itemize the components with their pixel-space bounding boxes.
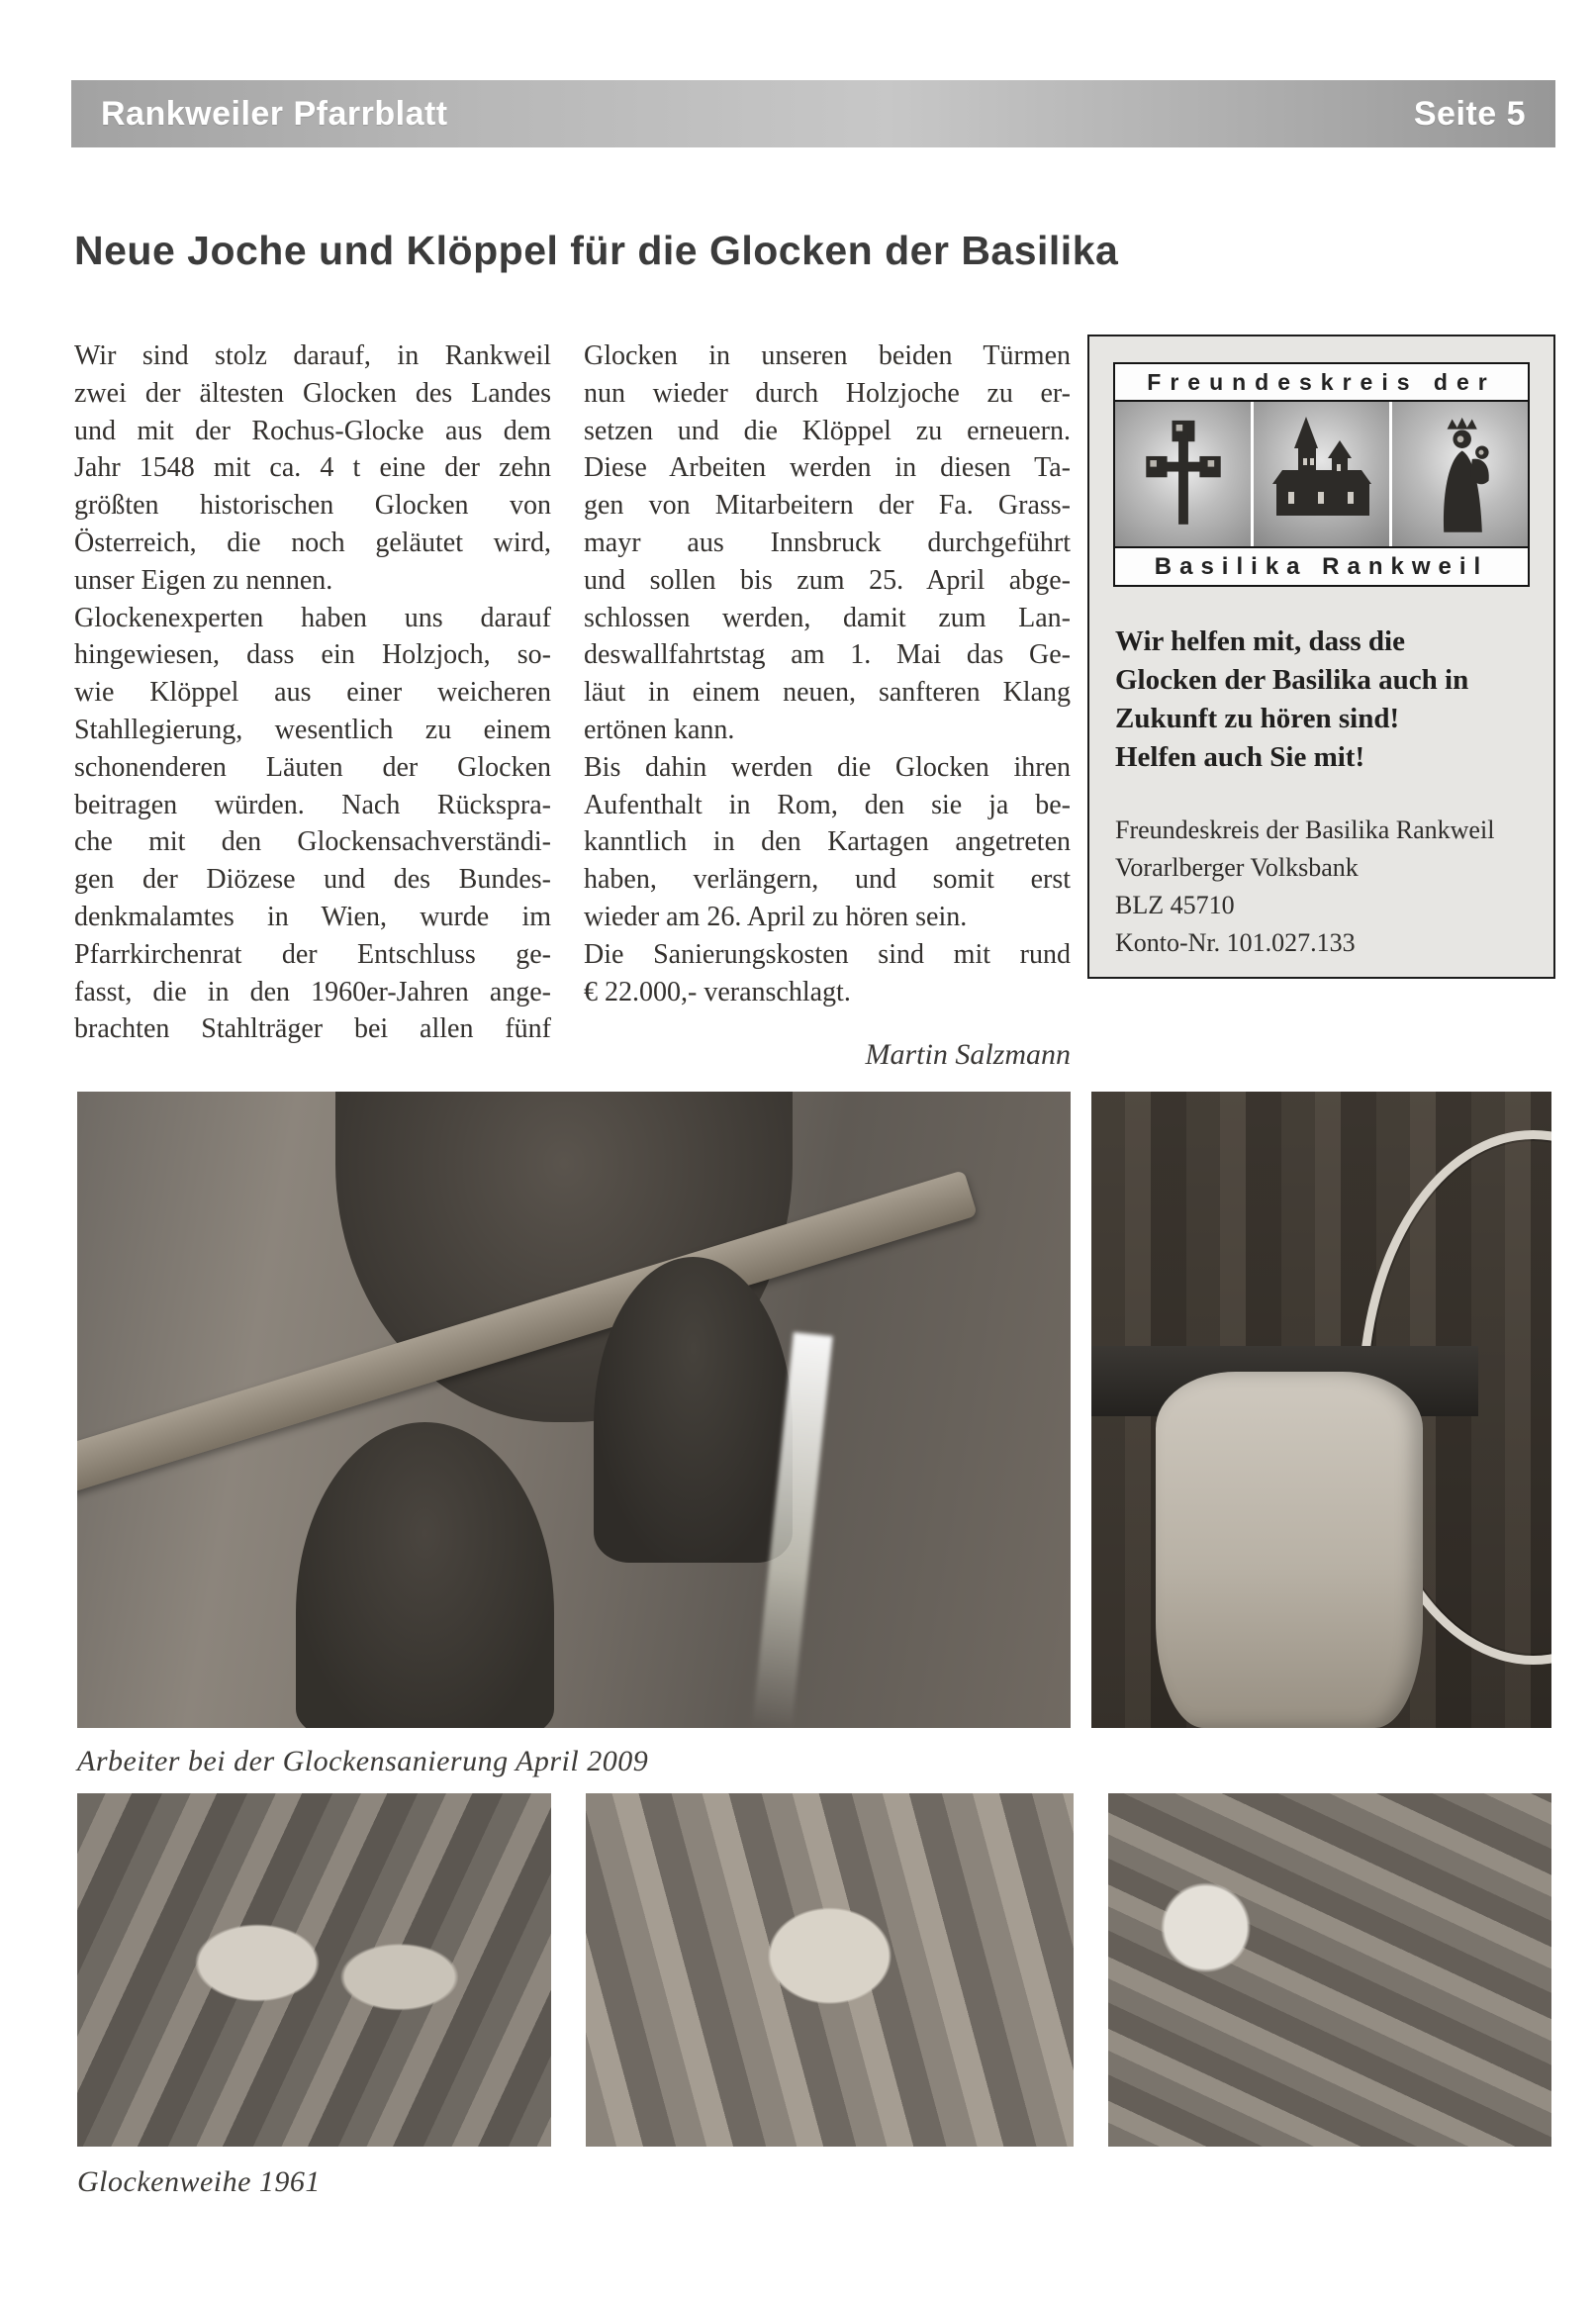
text-line: wieder am 26. April zu hören sein. bbox=[584, 901, 968, 932]
cross-glyph bbox=[1143, 415, 1224, 533]
text-line: Aufenthalt in Rom, den sie ja be- bbox=[584, 789, 1071, 820]
bank-account-holder: Freundeskreis der Basilika Rankweil bbox=[1115, 815, 1495, 844]
text-line: nun wieder durch Holzjoche zu er- bbox=[584, 377, 1071, 409]
article-column-1 bbox=[74, 337, 551, 1048]
madonna-and-child-icon bbox=[1389, 402, 1528, 546]
bell-silhouette bbox=[1156, 1372, 1423, 1728]
photo-decorated-bells-1961 bbox=[77, 1793, 551, 2147]
text-line: Glocken in unseren beiden Türmen bbox=[584, 340, 1071, 371]
basilica-icon bbox=[1251, 402, 1389, 546]
text-line: und sollen bis zum 25. April abge- bbox=[584, 564, 1071, 596]
text-line: Die Sanierungskosten sind mit rund bbox=[584, 938, 1071, 970]
text-line: Pfarrkirchenrat der Entschluss ge- bbox=[74, 938, 551, 970]
text-line: Wir sind stolz darauf, in Rankweil bbox=[74, 340, 551, 371]
worker-figure bbox=[296, 1422, 554, 1728]
donation-appeal bbox=[1115, 623, 1528, 777]
text-line: läut in einem neuen, sanfteren Klang bbox=[584, 677, 1071, 709]
text-line: Jahr 1548 mit ca. 4 t eine der zehn bbox=[74, 452, 551, 484]
page-header-bar bbox=[71, 80, 1555, 147]
text-line: che mit den Glockensachverständi- bbox=[74, 826, 551, 858]
article-column-2 bbox=[584, 337, 1071, 1074]
text-line: brachten Stahlträger bei allen fünf bbox=[74, 1013, 551, 1045]
text-line: und mit der Rochus-Glocke aus dem bbox=[74, 415, 551, 446]
text-line: Glockenexperten haben uns darauf bbox=[74, 602, 551, 633]
photo-bell-restoration-work bbox=[77, 1092, 1071, 1728]
text-line: beitragen würden. Nach Rückspra- bbox=[74, 789, 551, 820]
text-line: Bis dahin werden die Glocken ihren bbox=[584, 751, 1071, 783]
paragraph bbox=[74, 600, 551, 1049]
madonna-glyph bbox=[1419, 413, 1502, 535]
paragraph bbox=[584, 749, 1071, 936]
appeal-line: Wir helfen mit, dass die bbox=[1115, 625, 1405, 657]
photo-caption-top: Arbeiter bei der Glockensanierung April 2009 bbox=[77, 1745, 649, 1777]
text-line: unser Eigen zu nennen. bbox=[74, 564, 333, 596]
paragraph bbox=[584, 936, 1071, 1011]
photo-crowd-with-bell-1961 bbox=[586, 1793, 1074, 2147]
paragraph bbox=[584, 337, 1071, 749]
logo-text-bottom: Basilika Rankweil bbox=[1115, 546, 1528, 585]
cross-icon bbox=[1115, 402, 1251, 546]
bank-blz: BLZ 45710 bbox=[1115, 891, 1235, 919]
text-line: schlossen werden, damit zum Lan- bbox=[584, 602, 1071, 633]
text-line: Stahllegierung, wesentlich zu einem bbox=[74, 714, 551, 745]
appeal-line: Helfen auch Sie mit! bbox=[1115, 741, 1365, 773]
photo-bell-lifting-aerial-1961 bbox=[1108, 1793, 1551, 2147]
text-line: hingewiesen, dass ein Holzjoch, so- bbox=[74, 639, 551, 671]
text-line: Diese Arbeiten werden in diesen Ta- bbox=[584, 452, 1071, 484]
logo-panels bbox=[1115, 402, 1528, 546]
logo-text-top: Freundeskreis der bbox=[1115, 364, 1528, 402]
paragraph bbox=[74, 337, 551, 600]
text-line: schonenderen Läuten der Glocken bbox=[74, 751, 551, 783]
text-line: gen von Mitarbeitern der Fa. Grass- bbox=[584, 490, 1071, 522]
text-line: größten historischen Glocken von bbox=[74, 490, 551, 522]
text-line: fasst, die in den 1960er-Jahren ange- bbox=[74, 976, 551, 1007]
text-line: mayr aus Innsbruck durchgeführt bbox=[584, 527, 1071, 558]
bank-details bbox=[1115, 812, 1528, 962]
donation-info-box bbox=[1087, 335, 1555, 979]
text-line: zwei der ältesten Glocken des Landes bbox=[74, 377, 551, 409]
text-line: denkmalamtes in Wien, wurde im bbox=[74, 901, 551, 932]
article-title: Neue Joche und Klöppel für die Glocken der Basilika bbox=[74, 228, 1119, 273]
text-line: € 22.000,- veranschlagt. bbox=[584, 976, 851, 1007]
bank-name: Vorarlberger Volksbank bbox=[1115, 853, 1359, 882]
bank-account-number: Konto-Nr. 101.027.133 bbox=[1115, 928, 1356, 957]
photo-caption-bottom: Glockenweihe 1961 bbox=[77, 2165, 321, 2198]
text-line: deswallfahrtstag am 1. Mai das Ge- bbox=[584, 639, 1071, 671]
page-number: Seite 5 bbox=[1413, 94, 1526, 133]
appeal-line: Zukunft zu hören sind! bbox=[1115, 703, 1400, 734]
text-line: ertönen kann. bbox=[584, 714, 735, 745]
text-line: setzen und die Klöppel zu erneuern. bbox=[584, 415, 1071, 446]
text-line: haben, verlängern, und somit erst bbox=[584, 864, 1071, 896]
text-line: Österreich, die noch geläutet wird, bbox=[74, 527, 551, 558]
basilica-glyph bbox=[1263, 414, 1381, 534]
appeal-line: Glocken der Basilika auch in bbox=[1115, 664, 1469, 696]
text-line: wie Klöppel aus einer weicheren bbox=[74, 677, 551, 709]
newsletter-name: Rankweiler Pfarrblatt bbox=[101, 94, 448, 133]
freundeskreis-logo bbox=[1113, 362, 1530, 587]
photo-bell-with-flywheel bbox=[1091, 1092, 1551, 1728]
author-signature: Martin Salzmann bbox=[865, 1038, 1071, 1072]
worker-figure bbox=[594, 1257, 793, 1563]
text-line: gen der Diözese und des Bundes- bbox=[74, 864, 551, 896]
text-line: kanntlich in den Kartagen angetreten bbox=[584, 826, 1071, 858]
